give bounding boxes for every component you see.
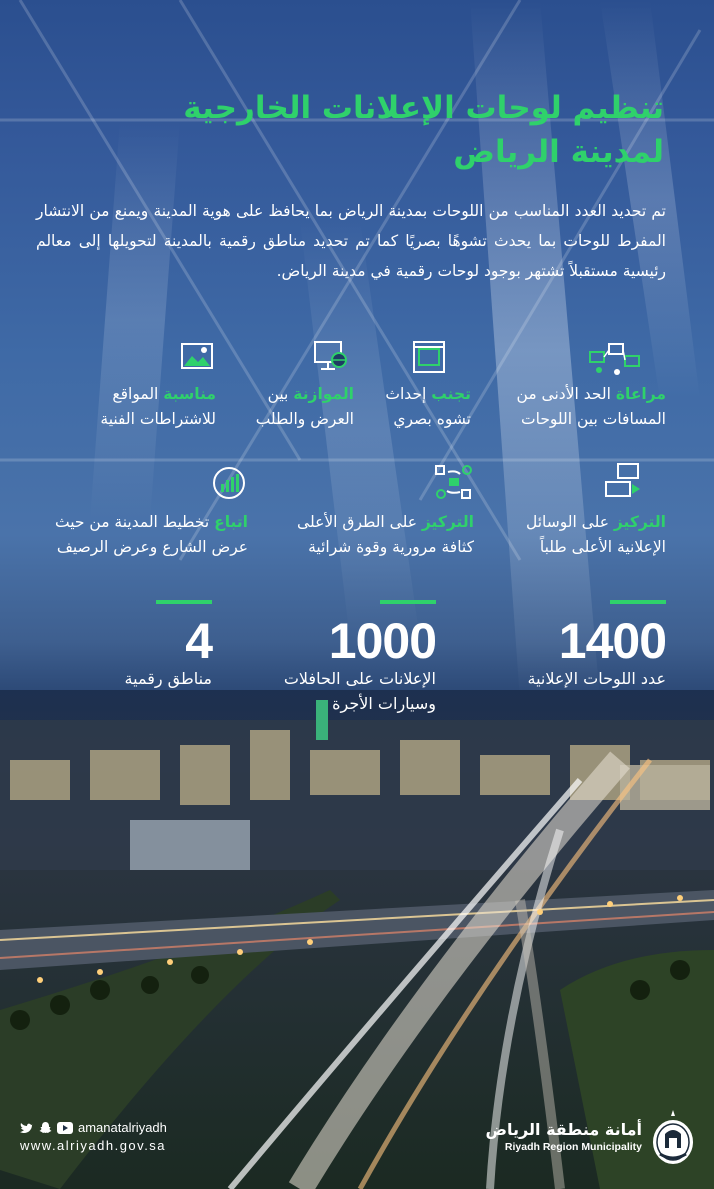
feature-accent: التركيز (613, 513, 666, 531)
stat-vehicle-ads (236, 600, 436, 716)
snapchat-icon[interactable] (39, 1121, 52, 1134)
growth-chart-icon (212, 466, 246, 500)
feature-accent: مناسبة (163, 385, 216, 403)
route-arrows-icon (434, 464, 474, 500)
twitter-icon[interactable] (20, 1122, 34, 1134)
intro-paragraph: تم تحديد العدد المناسب من اللوحات بمدينة الرياض بما يحافظ على هوية المدينة ويمنع من الانتشار المفرط للوحات بما يحدث تشوهًا بصريًا كما تم تحديد مناطق رقمية بالمدينة لتحويلها إلى معالم رئيسية مستقبلاً تشتهر بوجود لوحات رقمية في مدينة الرياض. (36, 202, 666, 280)
monitor-globe-icon (313, 340, 349, 374)
feature-text-line2: عرض الشارع وعرض الرصيف (56, 538, 248, 556)
stat-caption: الإعلانات على الحافلات (283, 669, 436, 688)
feature-accent: التركيز (421, 513, 474, 531)
title-line-1: تنظيم لوحات الإعلانات الخارجية (183, 90, 664, 126)
feature-text: تخطيط المدينة من حيث (54, 513, 215, 531)
feature-text: إحداث (385, 385, 432, 403)
feature-text: بين (267, 385, 294, 403)
feature-text-line2: العرض والطلب (255, 410, 354, 428)
billboard-frame-icon (412, 340, 446, 374)
feature-text: على الطرق الأعلى (297, 513, 422, 531)
municipality-emblem-icon (650, 1108, 696, 1166)
feature-text-line2: تشوه بصري (393, 410, 471, 428)
stat-caption: مناطق رقمية (124, 669, 212, 688)
stat-divider (156, 600, 212, 604)
feature-accent: تجنب (431, 385, 471, 403)
stat-caption: عدد اللوحات الإعلانية (527, 669, 666, 688)
feature-text: المواقع (112, 385, 164, 403)
feature-text-line2: الإعلانية الأعلى طلباً (539, 538, 666, 556)
feature-accent: مراعاة (615, 385, 666, 403)
stat-value: 1400 (558, 613, 666, 669)
network-billboard-icon (589, 342, 641, 376)
stat-digital-zones (52, 600, 212, 691)
stat-divider (610, 600, 666, 604)
title-line-2: لمدينة الرياض (453, 134, 664, 170)
feature-accent: الموازنة (293, 385, 354, 403)
footer-social (20, 1120, 167, 1153)
feature-text: الحد الأدنى من (516, 385, 616, 403)
landscape-picture-icon (180, 342, 214, 372)
youtube-icon[interactable] (57, 1122, 73, 1134)
feature-text: على الوسائل (525, 513, 614, 531)
feature-city-planning (28, 510, 248, 560)
feature-visual-distortion (361, 382, 471, 432)
feature-text-line2: كثافة مرورية وقوة شرائية (308, 538, 474, 556)
feature-text-line2: المسافات بين اللوحات (521, 410, 666, 428)
screens-play-icon (604, 462, 644, 500)
stat-value: 1000 (328, 613, 436, 669)
feature-distance (466, 382, 666, 432)
feature-high-traffic-roads (274, 510, 474, 560)
feature-site-suitability (66, 382, 216, 432)
page-title (104, 86, 664, 174)
municipality-logo (486, 1108, 696, 1166)
feature-supply-demand (224, 382, 354, 432)
stat-caption-line2: وسيارات الأجرة (332, 694, 436, 713)
stat-value: 4 (185, 613, 212, 669)
stat-divider (380, 600, 436, 604)
social-handle[interactable]: amanatalriyadh (78, 1120, 167, 1135)
website-link[interactable]: www.alriyadh.gov.sa (20, 1138, 167, 1153)
org-name-en: Riyadh Region Municipality (504, 1141, 642, 1153)
feature-text-line2: للاشتراطات الفنية (100, 410, 216, 428)
org-name-ar: أمانة منطقة الرياض (485, 1120, 642, 1139)
stat-billboards (466, 600, 666, 691)
feature-high-demand-media (466, 510, 666, 560)
feature-accent: اتباع (214, 513, 248, 531)
